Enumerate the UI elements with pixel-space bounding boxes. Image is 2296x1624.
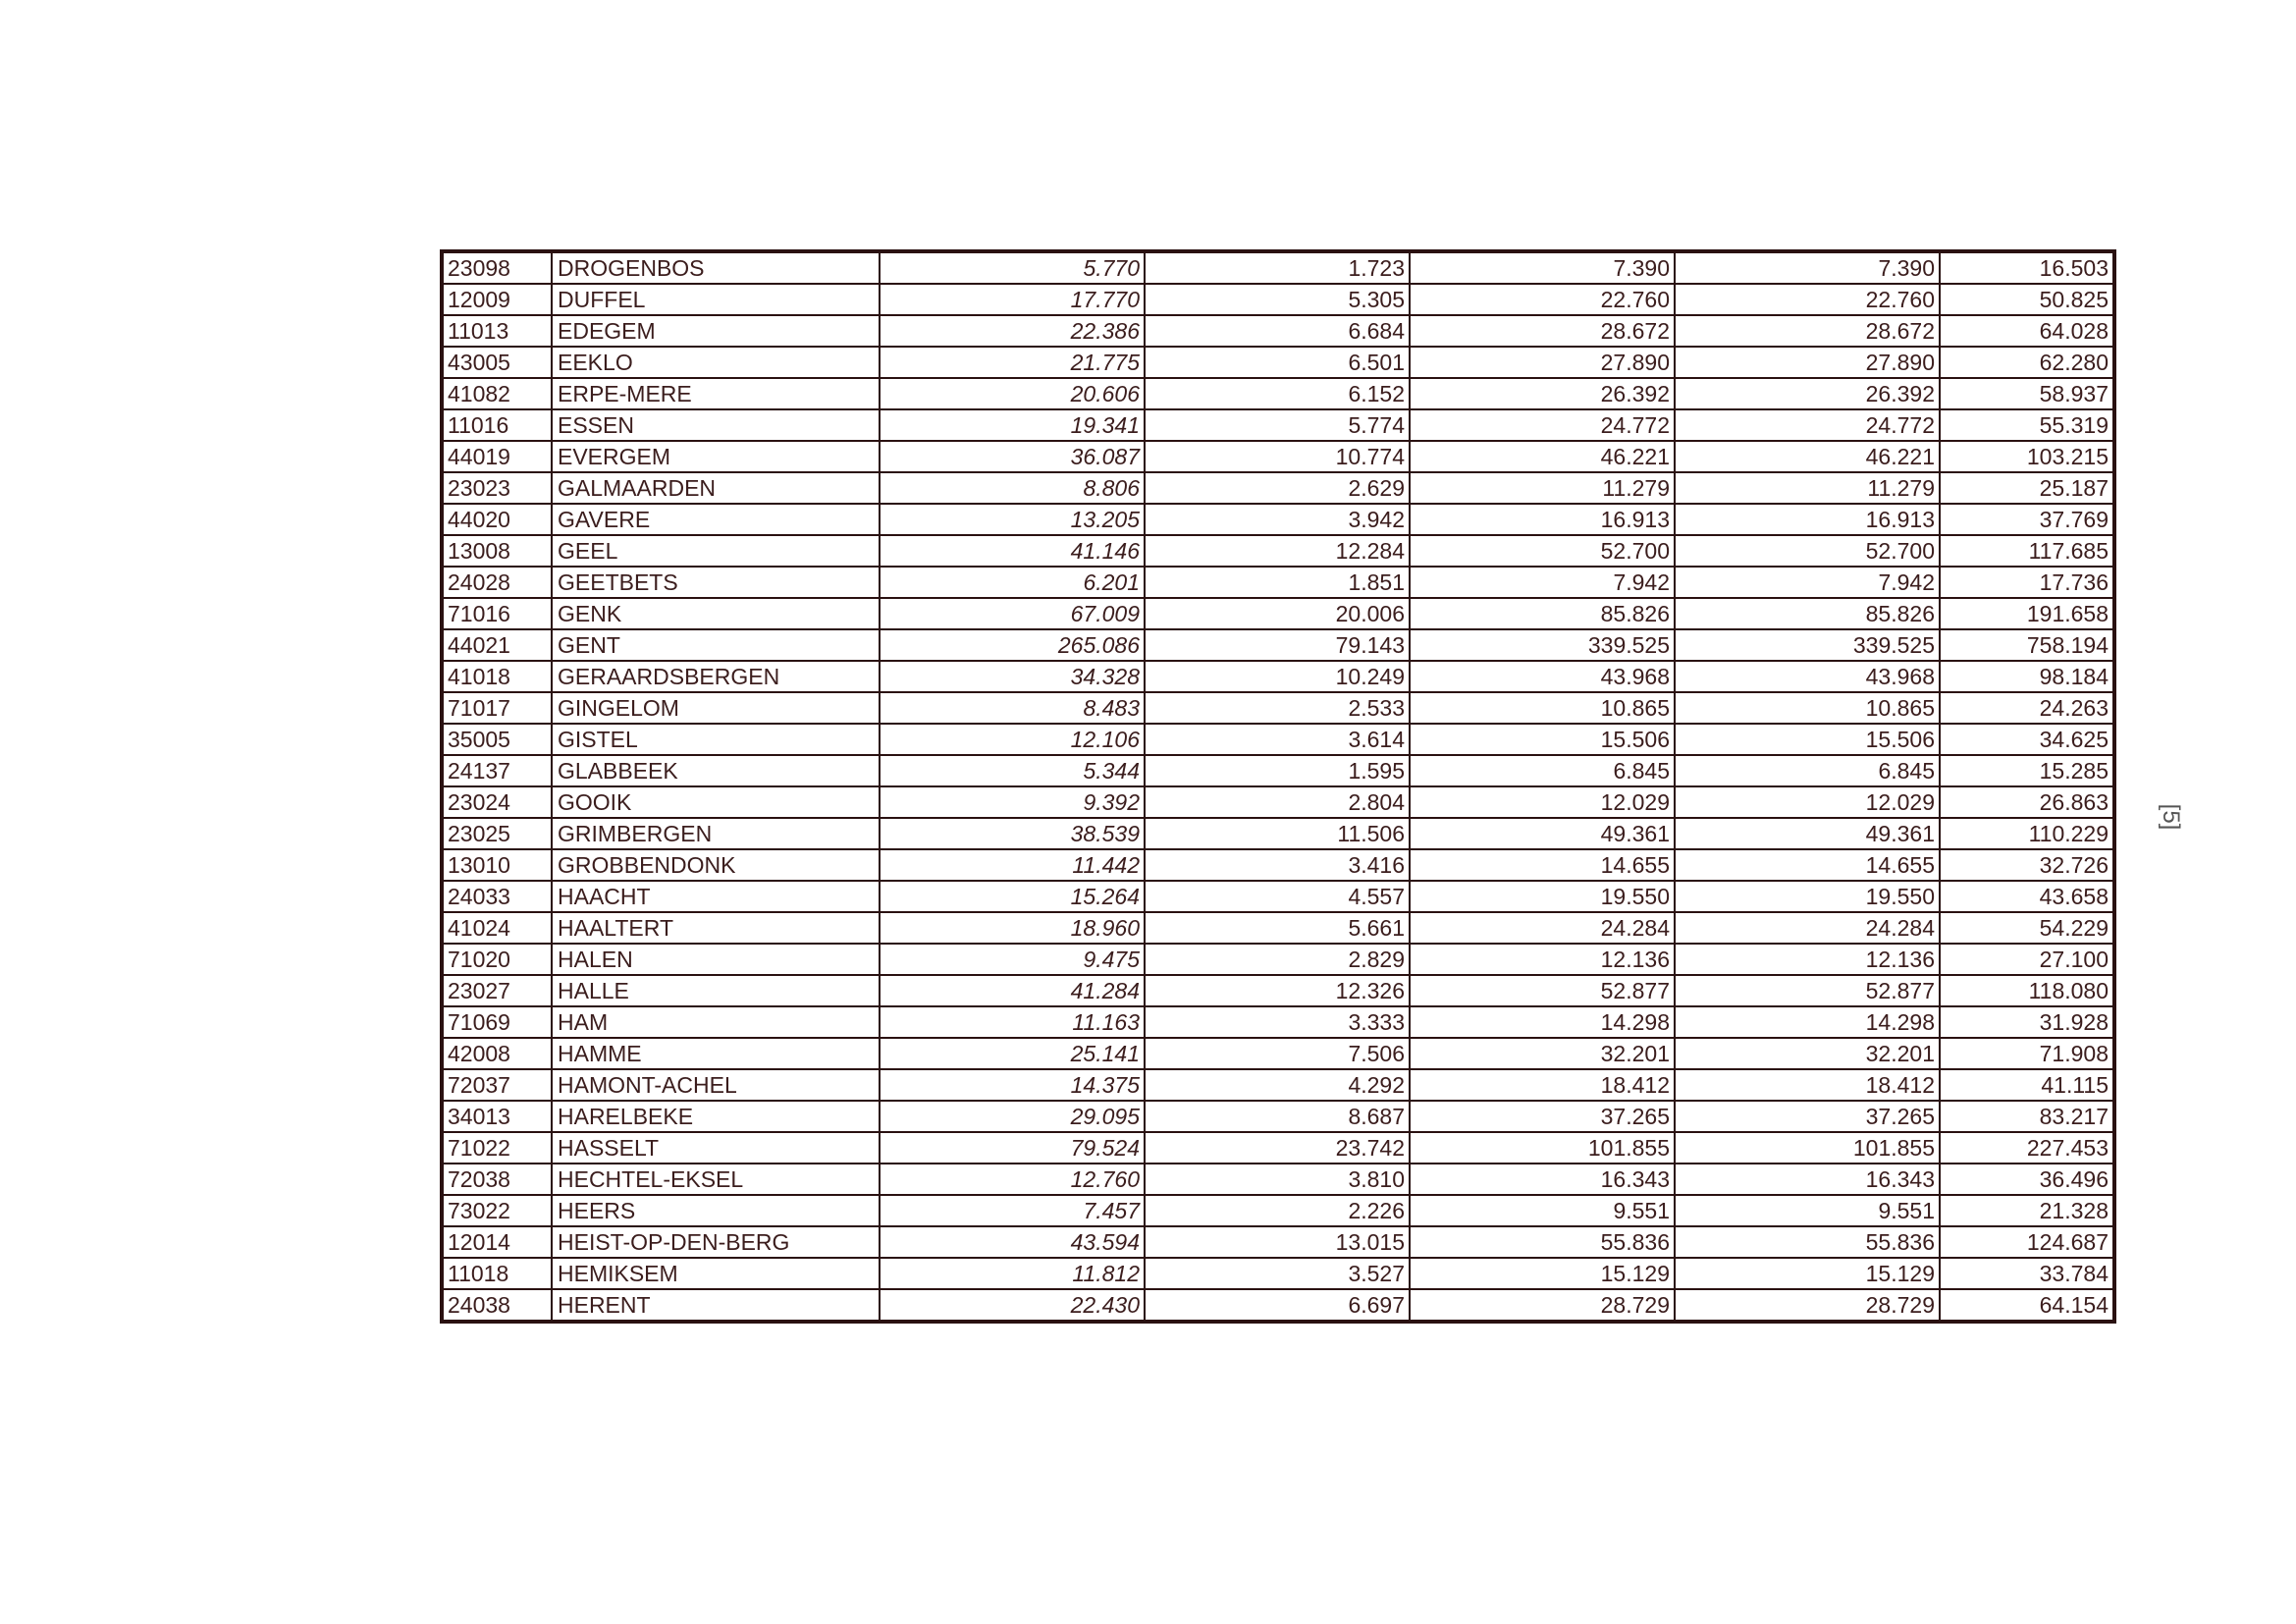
value-col-3-cell: 7.390 [1410, 251, 1675, 284]
value-total-cell: 25.187 [1940, 472, 2114, 504]
value-col-4-cell: 37.265 [1675, 1101, 1940, 1132]
value-col-2-cell: 1.723 [1145, 251, 1410, 284]
municipality-code-cell: 12009 [442, 284, 552, 315]
municipality-name-cell: HECHTEL-EKSEL [552, 1164, 880, 1195]
page-number: [5] [2158, 803, 2184, 831]
value-col-3-cell: 12.136 [1410, 944, 1675, 975]
municipality-name-cell: HAM [552, 1006, 880, 1038]
municipality-code-cell: 71020 [442, 944, 552, 975]
table-row [442, 315, 2114, 347]
value-total-cell: 41.115 [1940, 1069, 2114, 1101]
municipality-code-cell: 12014 [442, 1226, 552, 1258]
table-row [442, 755, 2114, 786]
value-col-2-cell: 20.006 [1145, 598, 1410, 629]
value-col-1-cell: 11.812 [880, 1258, 1145, 1289]
value-col-1-cell: 8.806 [880, 472, 1145, 504]
value-col-4-cell: 15.506 [1675, 724, 1940, 755]
value-col-3-cell: 24.284 [1410, 912, 1675, 944]
value-col-2-cell: 6.152 [1145, 378, 1410, 409]
value-total-cell: 37.769 [1940, 504, 2114, 535]
municipality-code-cell: 24137 [442, 755, 552, 786]
value-col-2-cell: 13.015 [1145, 1226, 1410, 1258]
value-total-cell: 17.736 [1940, 567, 2114, 598]
table-row [442, 535, 2114, 567]
value-total-cell: 27.100 [1940, 944, 2114, 975]
table-row [442, 1258, 2114, 1289]
value-col-2-cell: 23.742 [1145, 1132, 1410, 1164]
value-col-3-cell: 27.890 [1410, 347, 1675, 378]
value-total-cell: 33.784 [1940, 1258, 2114, 1289]
value-total-cell: 34.625 [1940, 724, 2114, 755]
table-row [442, 1101, 2114, 1132]
table-row [442, 944, 2114, 975]
value-col-1-cell: 29.095 [880, 1101, 1145, 1132]
table-row [442, 504, 2114, 535]
value-col-1-cell: 18.960 [880, 912, 1145, 944]
value-col-4-cell: 15.129 [1675, 1258, 1940, 1289]
value-col-1-cell: 11.163 [880, 1006, 1145, 1038]
municipality-code-cell: 34013 [442, 1101, 552, 1132]
table-row [442, 661, 2114, 692]
value-col-4-cell: 14.298 [1675, 1006, 1940, 1038]
value-col-1-cell: 5.770 [880, 251, 1145, 284]
value-col-4-cell: 19.550 [1675, 881, 1940, 912]
value-col-3-cell: 14.655 [1410, 849, 1675, 881]
value-col-3-cell: 24.772 [1410, 409, 1675, 441]
value-total-cell: 118.080 [1940, 975, 2114, 1006]
value-col-2-cell: 11.506 [1145, 818, 1410, 849]
value-col-4-cell: 11.279 [1675, 472, 1940, 504]
value-total-cell: 58.937 [1940, 378, 2114, 409]
value-col-4-cell: 24.772 [1675, 409, 1940, 441]
value-col-1-cell: 9.475 [880, 944, 1145, 975]
value-col-4-cell: 28.729 [1675, 1289, 1940, 1322]
table-row [442, 818, 2114, 849]
value-col-3-cell: 7.942 [1410, 567, 1675, 598]
table-row [442, 441, 2114, 472]
value-col-2-cell: 2.629 [1145, 472, 1410, 504]
value-col-1-cell: 20.606 [880, 378, 1145, 409]
municipality-code-cell: 71016 [442, 598, 552, 629]
value-col-2-cell: 3.810 [1145, 1164, 1410, 1195]
value-col-4-cell: 24.284 [1675, 912, 1940, 944]
value-col-3-cell: 46.221 [1410, 441, 1675, 472]
value-total-cell: 31.928 [1940, 1006, 2114, 1038]
value-col-4-cell: 101.855 [1675, 1132, 1940, 1164]
value-col-4-cell: 52.877 [1675, 975, 1940, 1006]
table-row [442, 975, 2114, 1006]
value-total-cell: 15.285 [1940, 755, 2114, 786]
municipality-code-cell: 35005 [442, 724, 552, 755]
value-col-2-cell: 3.942 [1145, 504, 1410, 535]
municipality-table [440, 249, 2116, 1324]
value-col-1-cell: 36.087 [880, 441, 1145, 472]
municipality-code-cell: 23025 [442, 818, 552, 849]
municipality-name-cell: EVERGEM [552, 441, 880, 472]
value-col-2-cell: 2.829 [1145, 944, 1410, 975]
municipality-code-cell: 41018 [442, 661, 552, 692]
municipality-name-cell: HAMME [552, 1038, 880, 1069]
value-col-4-cell: 6.845 [1675, 755, 1940, 786]
value-col-3-cell: 43.968 [1410, 661, 1675, 692]
table-row [442, 912, 2114, 944]
municipality-name-cell: GERAARDSBERGEN [552, 661, 880, 692]
value-col-4-cell: 339.525 [1675, 629, 1940, 661]
municipality-code-cell: 13008 [442, 535, 552, 567]
value-col-1-cell: 79.524 [880, 1132, 1145, 1164]
value-col-3-cell: 55.836 [1410, 1226, 1675, 1258]
table-row [442, 1132, 2114, 1164]
table-row [442, 251, 2114, 284]
value-col-2-cell: 10.774 [1145, 441, 1410, 472]
value-col-4-cell: 12.136 [1675, 944, 1940, 975]
value-col-3-cell: 37.265 [1410, 1101, 1675, 1132]
value-col-1-cell: 9.392 [880, 786, 1145, 818]
municipality-name-cell: HERENT [552, 1289, 880, 1322]
municipality-name-cell: GINGELOM [552, 692, 880, 724]
municipality-code-cell: 44019 [442, 441, 552, 472]
value-col-3-cell: 18.412 [1410, 1069, 1675, 1101]
municipality-code-cell: 72037 [442, 1069, 552, 1101]
value-col-2-cell: 4.292 [1145, 1069, 1410, 1101]
value-total-cell: 21.328 [1940, 1195, 2114, 1226]
municipality-name-cell: EDEGEM [552, 315, 880, 347]
municipality-code-cell: 24028 [442, 567, 552, 598]
value-col-4-cell: 43.968 [1675, 661, 1940, 692]
value-col-1-cell: 67.009 [880, 598, 1145, 629]
value-col-4-cell: 9.551 [1675, 1195, 1940, 1226]
municipality-code-cell: 43005 [442, 347, 552, 378]
value-col-4-cell: 26.392 [1675, 378, 1940, 409]
table-row [442, 598, 2114, 629]
value-total-cell: 98.184 [1940, 661, 2114, 692]
municipality-name-cell: GROBBENDONK [552, 849, 880, 881]
value-col-4-cell: 32.201 [1675, 1038, 1940, 1069]
municipality-name-cell: GRIMBERGEN [552, 818, 880, 849]
municipality-code-cell: 13010 [442, 849, 552, 881]
municipality-name-cell: GLABBEEK [552, 755, 880, 786]
table-row [442, 1195, 2114, 1226]
value-col-4-cell: 28.672 [1675, 315, 1940, 347]
value-col-4-cell: 16.343 [1675, 1164, 1940, 1195]
municipality-name-cell: GISTEL [552, 724, 880, 755]
value-col-3-cell: 19.550 [1410, 881, 1675, 912]
value-col-4-cell: 49.361 [1675, 818, 1940, 849]
value-col-3-cell: 15.129 [1410, 1258, 1675, 1289]
municipality-name-cell: HAACHT [552, 881, 880, 912]
value-col-3-cell: 28.729 [1410, 1289, 1675, 1322]
municipality-name-cell: ERPE-MERE [552, 378, 880, 409]
municipality-code-cell: 72038 [442, 1164, 552, 1195]
table-row [442, 629, 2114, 661]
municipality-name-cell: ESSEN [552, 409, 880, 441]
value-col-1-cell: 12.106 [880, 724, 1145, 755]
value-col-3-cell: 52.877 [1410, 975, 1675, 1006]
municipality-name-cell: HALLE [552, 975, 880, 1006]
municipality-name-cell: HARELBEKE [552, 1101, 880, 1132]
municipality-name-cell: HEIST-OP-DEN-BERG [552, 1226, 880, 1258]
value-col-3-cell: 14.298 [1410, 1006, 1675, 1038]
value-total-cell: 83.217 [1940, 1101, 2114, 1132]
municipality-name-cell: EEKLO [552, 347, 880, 378]
municipality-code-cell: 23027 [442, 975, 552, 1006]
municipality-name-cell: GAVERE [552, 504, 880, 535]
value-total-cell: 62.280 [1940, 347, 2114, 378]
value-col-2-cell: 2.804 [1145, 786, 1410, 818]
value-col-1-cell: 21.775 [880, 347, 1145, 378]
municipality-code-cell: 73022 [442, 1195, 552, 1226]
value-total-cell: 26.863 [1940, 786, 2114, 818]
municipality-name-cell: GEETBETS [552, 567, 880, 598]
value-total-cell: 24.263 [1940, 692, 2114, 724]
value-col-4-cell: 52.700 [1675, 535, 1940, 567]
municipality-code-cell: 24038 [442, 1289, 552, 1322]
value-col-4-cell: 22.760 [1675, 284, 1940, 315]
table-row [442, 284, 2114, 315]
municipality-code-cell: 42008 [442, 1038, 552, 1069]
value-col-1-cell: 6.201 [880, 567, 1145, 598]
value-col-1-cell: 5.344 [880, 755, 1145, 786]
value-col-2-cell: 4.557 [1145, 881, 1410, 912]
table-row [442, 378, 2114, 409]
value-total-cell: 103.215 [1940, 441, 2114, 472]
municipality-name-cell: HALEN [552, 944, 880, 975]
value-col-1-cell: 25.141 [880, 1038, 1145, 1069]
table-row [442, 347, 2114, 378]
value-col-3-cell: 26.392 [1410, 378, 1675, 409]
municipality-code-cell: 23023 [442, 472, 552, 504]
value-col-1-cell: 13.205 [880, 504, 1145, 535]
municipality-code-cell: 44021 [442, 629, 552, 661]
value-col-4-cell: 7.390 [1675, 251, 1940, 284]
value-col-2-cell: 5.305 [1145, 284, 1410, 315]
value-col-1-cell: 15.264 [880, 881, 1145, 912]
municipality-code-cell: 23098 [442, 251, 552, 284]
municipality-name-cell: HEERS [552, 1195, 880, 1226]
municipality-code-cell: 44020 [442, 504, 552, 535]
value-col-2-cell: 8.687 [1145, 1101, 1410, 1132]
value-total-cell: 32.726 [1940, 849, 2114, 881]
value-col-3-cell: 32.201 [1410, 1038, 1675, 1069]
value-col-2-cell: 6.501 [1145, 347, 1410, 378]
value-col-4-cell: 16.913 [1675, 504, 1940, 535]
value-col-2-cell: 1.851 [1145, 567, 1410, 598]
value-col-1-cell: 43.594 [880, 1226, 1145, 1258]
value-col-2-cell: 2.533 [1145, 692, 1410, 724]
municipality-code-cell: 24033 [442, 881, 552, 912]
municipality-code-cell: 71017 [442, 692, 552, 724]
municipality-code-cell: 71069 [442, 1006, 552, 1038]
value-total-cell: 191.658 [1940, 598, 2114, 629]
value-col-4-cell: 55.836 [1675, 1226, 1940, 1258]
value-total-cell: 227.453 [1940, 1132, 2114, 1164]
value-col-3-cell: 16.343 [1410, 1164, 1675, 1195]
table-row [442, 881, 2114, 912]
value-total-cell: 64.028 [1940, 315, 2114, 347]
table-row [442, 724, 2114, 755]
municipality-code-cell: 23024 [442, 786, 552, 818]
value-col-1-cell: 265.086 [880, 629, 1145, 661]
value-total-cell: 16.503 [1940, 251, 2114, 284]
value-col-3-cell: 10.865 [1410, 692, 1675, 724]
value-col-2-cell: 3.614 [1145, 724, 1410, 755]
municipality-name-cell: DUFFEL [552, 284, 880, 315]
value-col-2-cell: 5.774 [1145, 409, 1410, 441]
table-row [442, 849, 2114, 881]
municipality-name-cell: HEMIKSEM [552, 1258, 880, 1289]
value-total-cell: 71.908 [1940, 1038, 2114, 1069]
value-col-4-cell: 14.655 [1675, 849, 1940, 881]
table-row [442, 567, 2114, 598]
table-row [442, 1289, 2114, 1322]
table-row [442, 692, 2114, 724]
municipality-name-cell: GALMAARDEN [552, 472, 880, 504]
value-col-2-cell: 12.284 [1145, 535, 1410, 567]
value-col-1-cell: 8.483 [880, 692, 1145, 724]
value-total-cell: 117.685 [1940, 535, 2114, 567]
value-col-4-cell: 27.890 [1675, 347, 1940, 378]
value-col-2-cell: 79.143 [1145, 629, 1410, 661]
value-col-4-cell: 85.826 [1675, 598, 1940, 629]
value-col-4-cell: 10.865 [1675, 692, 1940, 724]
value-col-1-cell: 7.457 [880, 1195, 1145, 1226]
value-col-1-cell: 41.284 [880, 975, 1145, 1006]
table-row [442, 1226, 2114, 1258]
value-total-cell: 64.154 [1940, 1289, 2114, 1322]
value-total-cell: 54.229 [1940, 912, 2114, 944]
value-col-3-cell: 11.279 [1410, 472, 1675, 504]
municipality-name-cell: GOOIK [552, 786, 880, 818]
value-total-cell: 758.194 [1940, 629, 2114, 661]
municipality-code-cell: 11016 [442, 409, 552, 441]
value-total-cell: 124.687 [1940, 1226, 2114, 1258]
municipality-code-cell: 11018 [442, 1258, 552, 1289]
value-col-1-cell: 11.442 [880, 849, 1145, 881]
value-col-1-cell: 22.430 [880, 1289, 1145, 1322]
table-row [442, 1164, 2114, 1195]
value-col-1-cell: 41.146 [880, 535, 1145, 567]
value-col-3-cell: 16.913 [1410, 504, 1675, 535]
value-col-2-cell: 6.684 [1145, 315, 1410, 347]
value-col-2-cell: 3.416 [1145, 849, 1410, 881]
value-col-2-cell: 3.527 [1145, 1258, 1410, 1289]
value-col-2-cell: 12.326 [1145, 975, 1410, 1006]
value-col-4-cell: 7.942 [1675, 567, 1940, 598]
value-col-3-cell: 339.525 [1410, 629, 1675, 661]
municipality-code-cell: 41024 [442, 912, 552, 944]
municipality-name-cell: DROGENBOS [552, 251, 880, 284]
value-col-2-cell: 7.506 [1145, 1038, 1410, 1069]
municipality-code-cell: 71022 [442, 1132, 552, 1164]
table-row [442, 786, 2114, 818]
value-col-2-cell: 6.697 [1145, 1289, 1410, 1322]
value-col-1-cell: 19.341 [880, 409, 1145, 441]
value-col-1-cell: 14.375 [880, 1069, 1145, 1101]
value-col-1-cell: 38.539 [880, 818, 1145, 849]
value-total-cell: 55.319 [1940, 409, 2114, 441]
municipality-name-cell: HAALTERT [552, 912, 880, 944]
table-row [442, 1006, 2114, 1038]
municipality-name-cell: HASSELT [552, 1132, 880, 1164]
value-col-3-cell: 6.845 [1410, 755, 1675, 786]
value-col-4-cell: 18.412 [1675, 1069, 1940, 1101]
municipality-name-cell: GEEL [552, 535, 880, 567]
value-col-2-cell: 3.333 [1145, 1006, 1410, 1038]
value-col-2-cell: 1.595 [1145, 755, 1410, 786]
value-total-cell: 36.496 [1940, 1164, 2114, 1195]
value-total-cell: 43.658 [1940, 881, 2114, 912]
value-col-1-cell: 17.770 [880, 284, 1145, 315]
municipality-name-cell: GENT [552, 629, 880, 661]
value-col-3-cell: 9.551 [1410, 1195, 1675, 1226]
table-row [442, 1069, 2114, 1101]
value-col-3-cell: 52.700 [1410, 535, 1675, 567]
municipality-name-cell: GENK [552, 598, 880, 629]
municipality-code-cell: 41082 [442, 378, 552, 409]
value-total-cell: 50.825 [1940, 284, 2114, 315]
municipality-name-cell: HAMONT-ACHEL [552, 1069, 880, 1101]
value-col-3-cell: 85.826 [1410, 598, 1675, 629]
municipality-code-cell: 11013 [442, 315, 552, 347]
value-col-3-cell: 49.361 [1410, 818, 1675, 849]
table-row [442, 1038, 2114, 1069]
value-col-3-cell: 101.855 [1410, 1132, 1675, 1164]
value-col-4-cell: 12.029 [1675, 786, 1940, 818]
table-row [442, 409, 2114, 441]
value-col-2-cell: 2.226 [1145, 1195, 1410, 1226]
value-col-3-cell: 22.760 [1410, 284, 1675, 315]
value-col-2-cell: 10.249 [1145, 661, 1410, 692]
value-col-3-cell: 15.506 [1410, 724, 1675, 755]
value-col-4-cell: 46.221 [1675, 441, 1940, 472]
value-col-1-cell: 12.760 [880, 1164, 1145, 1195]
table-row [442, 472, 2114, 504]
value-total-cell: 110.229 [1940, 818, 2114, 849]
value-col-1-cell: 22.386 [880, 315, 1145, 347]
value-col-2-cell: 5.661 [1145, 912, 1410, 944]
value-col-3-cell: 12.029 [1410, 786, 1675, 818]
value-col-3-cell: 28.672 [1410, 315, 1675, 347]
value-col-1-cell: 34.328 [880, 661, 1145, 692]
